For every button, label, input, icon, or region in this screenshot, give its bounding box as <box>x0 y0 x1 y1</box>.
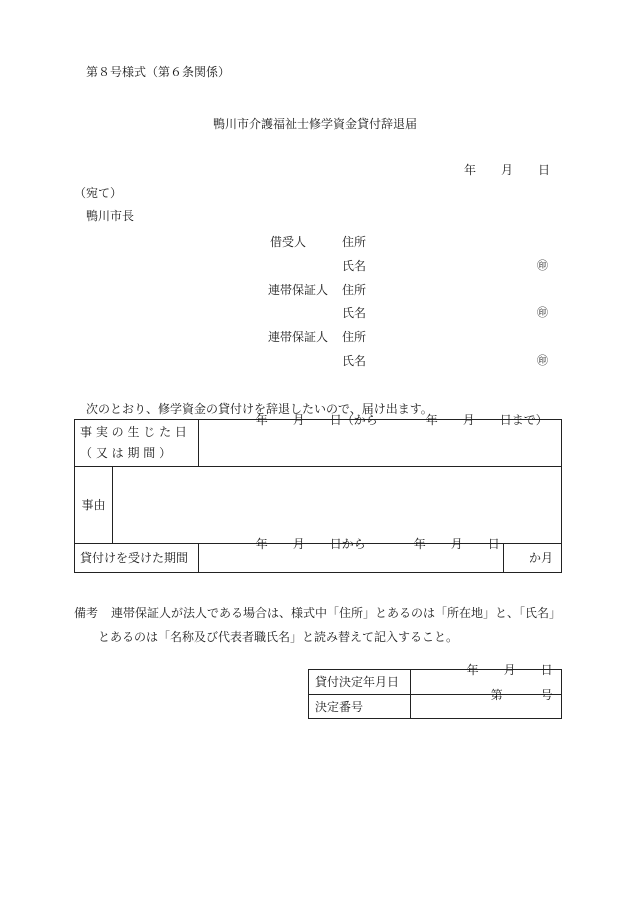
address-label: 住所 <box>342 330 367 344</box>
loan-period-value-cell <box>198 537 503 573</box>
reason-label-cell <box>75 467 113 544</box>
occurrence-period-label: （ 又 は 期 間 ） <box>80 445 172 460</box>
address-label: 住所 <box>342 283 367 297</box>
address-label: 住所 <box>342 235 367 249</box>
unit-year: 年 <box>255 537 268 551</box>
remarks-line-1: 連帯保証人が法人である場合は、様式中「住所」とあるのは「所在地」と、「氏名」 <box>111 606 562 620</box>
withdrawal-table <box>74 413 562 573</box>
unit-day: 日 <box>487 537 500 551</box>
table-row <box>75 544 562 573</box>
unit-day-until: 日まで） <box>499 413 548 427</box>
table-row <box>75 467 562 544</box>
unit-year: 年 <box>425 413 438 427</box>
party-role: 連帯保証人 <box>268 283 329 297</box>
seal-icon: ㊞ <box>537 259 548 272</box>
unit-dai: 第 <box>490 688 503 702</box>
unit-month: 月 <box>462 413 475 427</box>
occurrence-date-label: 事 実 の 生 じ た 日 <box>80 424 187 439</box>
loan-period-label: 貸付けを受けた期間 <box>80 551 189 565</box>
decision-number-label-cell <box>309 695 411 719</box>
remarks-label: 備考 <box>74 606 99 620</box>
document-title: 鴨川市介護福祉士修学資金貸付辞退届 <box>213 117 418 131</box>
addressee: 鴨川市長 <box>86 209 135 223</box>
addressee-label: （宛て） <box>74 186 123 200</box>
decision-date-value-cell <box>410 663 561 695</box>
unit-go: 号 <box>540 688 553 702</box>
table-row <box>75 420 562 467</box>
date-month-unit: 月 <box>501 163 514 177</box>
decision-number-label: 決定番号 <box>315 699 364 714</box>
remarks-line-2: とあるのは「名称及び代表者職氏名」と読み替えて記入すること。 <box>98 630 459 644</box>
date-year-unit: 年 <box>464 163 477 177</box>
occurrence-date-label-cell <box>75 420 199 467</box>
seal-icon: ㊞ <box>537 354 548 367</box>
name-label: 氏名 <box>342 354 367 368</box>
decision-date-label-cell <box>309 670 411 695</box>
name-label: 氏名 <box>342 306 367 320</box>
months-cell <box>504 544 562 573</box>
unit-year: 年 <box>255 413 268 427</box>
name-label: 氏名 <box>342 259 367 273</box>
unit-month: 月 <box>450 537 463 551</box>
statement: 次のとおり、修学資金の貸付けを辞退したいので、届け出ます。 <box>86 402 433 416</box>
unit-day-from: 日から <box>329 537 366 551</box>
date-day-unit: 日 <box>538 163 551 177</box>
occurrence-date-value-cell <box>198 413 561 467</box>
unit-year: 年 <box>413 537 426 551</box>
party-role: 連帯保証人 <box>268 330 329 344</box>
loan-period-label-cell <box>75 544 199 573</box>
form-number: 第８号様式（第６条関係） <box>86 65 231 79</box>
table-row <box>309 670 562 695</box>
unit-day-from: 日（から <box>329 413 378 427</box>
reason-label: 事由 <box>81 498 106 512</box>
months-unit: か月 <box>528 551 553 565</box>
party-role: 借受人 <box>270 235 307 249</box>
unit-month: 月 <box>292 537 305 551</box>
unit-day: 日 <box>540 663 553 677</box>
unit-month: 月 <box>503 663 516 677</box>
unit-month: 月 <box>292 413 305 427</box>
decision-number-value-cell <box>410 688 561 719</box>
decision-table <box>308 663 562 719</box>
table-row <box>309 695 562 719</box>
seal-icon: ㊞ <box>537 306 548 319</box>
decision-date-label: 貸付決定年月日 <box>315 675 400 689</box>
reason-value-cell <box>112 467 561 544</box>
unit-year: 年 <box>466 663 479 677</box>
